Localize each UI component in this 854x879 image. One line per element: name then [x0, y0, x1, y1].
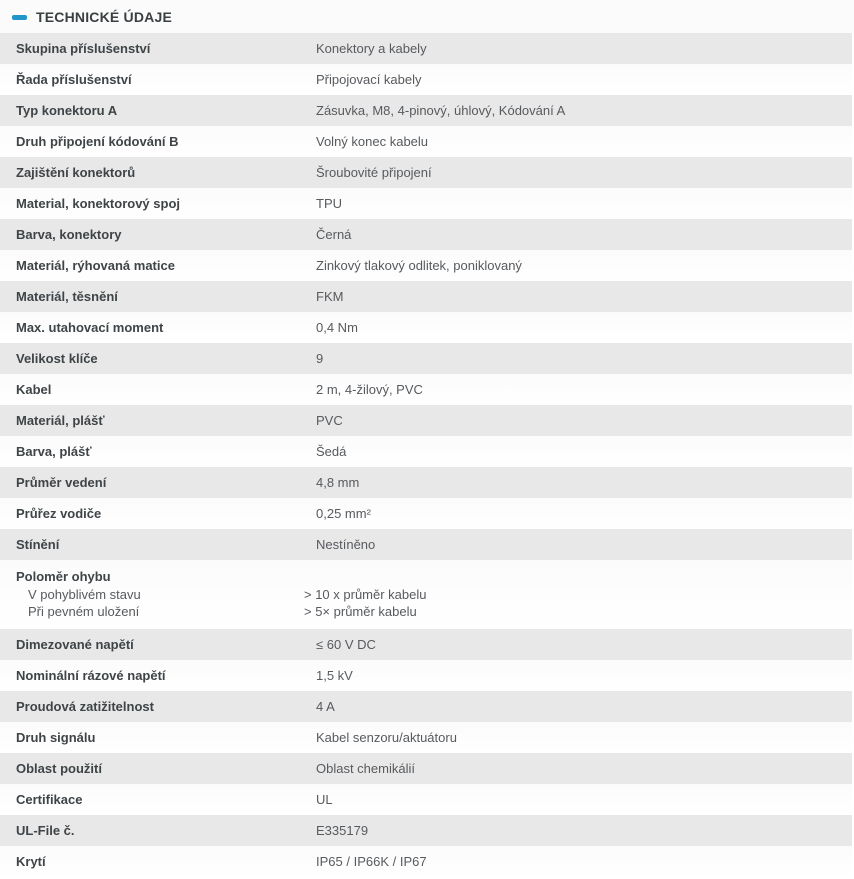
spec-label: Material, konektorový spoj	[16, 195, 180, 211]
spec-value: 4,8 mm	[316, 474, 360, 490]
spec-label: Druh signálu	[16, 729, 96, 745]
spec-value: Volný konec kabelu	[316, 133, 429, 149]
spec-row	[0, 281, 852, 312]
spec-row	[0, 560, 852, 629]
spec-label: Druh připojení kódování B	[16, 133, 179, 149]
section-title: TECHNICKÉ ÚDAJE	[36, 8, 173, 25]
spec-row	[0, 64, 852, 95]
spec-label: Nominální rázové napětí	[16, 667, 166, 683]
spec-label: Oblast použití	[16, 760, 102, 776]
spec-subvalue: > 10 x průměr kabelu	[304, 587, 427, 602]
spec-label: Certifikace	[16, 791, 83, 807]
spec-row	[0, 629, 852, 660]
spec-value: 9	[316, 350, 324, 366]
spec-label: Barva, konektory	[16, 226, 122, 242]
spec-value: Nestíněno	[316, 536, 376, 552]
spec-row	[0, 846, 852, 877]
spec-value: Připojovací kabely	[316, 71, 422, 87]
spec-value: Šroubovité připojení	[316, 164, 432, 180]
spec-label: Krytí	[16, 853, 46, 869]
spec-row	[0, 436, 852, 467]
spec-label: Barva, plášť	[16, 443, 92, 459]
spec-label: Řada příslušenství	[16, 71, 132, 87]
spec-row	[0, 529, 852, 560]
spec-value: Oblast chemikálií	[316, 760, 415, 776]
spec-label: Dimezované napětí	[16, 636, 134, 652]
spec-label: Zajištění konektorů	[16, 164, 136, 180]
spec-row	[0, 219, 852, 250]
spec-row	[0, 250, 852, 281]
spec-row	[0, 405, 852, 436]
spec-value: 0,4 Nm	[316, 319, 358, 335]
spec-sublabel: Při pevném uložení	[28, 604, 140, 619]
spec-value: 2 m, 4-žilový, PVC	[316, 381, 423, 397]
spec-value: UL	[316, 791, 333, 807]
spec-group-title: Poloměr ohybu	[16, 569, 111, 584]
spec-row	[0, 784, 852, 815]
spec-row	[0, 815, 852, 846]
spec-row	[0, 498, 852, 529]
spec-label: Průřez vodiče	[16, 505, 102, 521]
spec-value: Kabel senzoru/aktuátoru	[316, 729, 457, 745]
spec-row	[0, 660, 852, 691]
spec-label: Materiál, plášť	[16, 412, 105, 428]
spec-value: 1,5 kV	[316, 667, 353, 683]
spec-value: Černá	[316, 226, 352, 242]
spec-row	[0, 343, 852, 374]
spec-value: FKM	[316, 288, 344, 304]
spec-label: Typ konektoru A	[16, 102, 118, 118]
spec-row	[0, 467, 852, 498]
spec-label: Materiál, těsnění	[16, 288, 118, 304]
spec-value: TPU	[316, 195, 342, 211]
collapse-minus-icon[interactable]	[12, 15, 27, 20]
spec-row	[0, 753, 852, 784]
spec-row	[0, 374, 852, 405]
spec-value: Konektory a kabely	[316, 40, 427, 56]
spec-row	[0, 722, 852, 753]
spec-label: Kabel	[16, 381, 52, 397]
spec-row	[0, 157, 852, 188]
spec-value: PVC	[316, 412, 343, 428]
spec-row	[0, 126, 852, 157]
spec-value: IP65 / IP66K / IP67	[316, 853, 427, 869]
spec-value: Šedá	[316, 443, 347, 459]
spec-sublabel: V pohyblivém stavu	[28, 587, 141, 602]
spec-subrow	[16, 603, 852, 620]
spec-subvalue: > 5× průměr kabelu	[304, 604, 417, 619]
spec-label: Proudová zatižitelnost	[16, 698, 154, 714]
spec-row	[0, 691, 852, 722]
spec-label: Skupina příslušenství	[16, 40, 151, 56]
spec-row	[0, 188, 852, 219]
section-header-toggle[interactable]	[0, 0, 854, 33]
spec-value: 4 A	[316, 698, 335, 714]
spec-row	[0, 95, 852, 126]
spec-row	[0, 312, 852, 343]
spec-label: UL-File č.	[16, 822, 75, 838]
spec-subrow	[16, 586, 852, 603]
spec-label: Stínění	[16, 536, 60, 552]
spec-value: 0,25 mm²	[316, 505, 371, 521]
spec-value: E335179	[316, 822, 369, 838]
spec-row	[0, 33, 852, 64]
spec-label: Max. utahovací moment	[16, 319, 164, 335]
spec-value: Zásuvka, M8, 4-pinový, úhlový, Kódování A	[316, 102, 566, 118]
spec-value: ≤ 60 V DC	[316, 636, 376, 652]
spec-label: Materiál, rýhovaná matice	[16, 257, 175, 273]
spec-table	[0, 33, 852, 877]
spec-label: Průměr vedení	[16, 474, 107, 490]
spec-label: Velikost klíče	[16, 350, 98, 366]
spec-value: Zinkový tlakový odlitek, poniklovaný	[316, 257, 522, 273]
